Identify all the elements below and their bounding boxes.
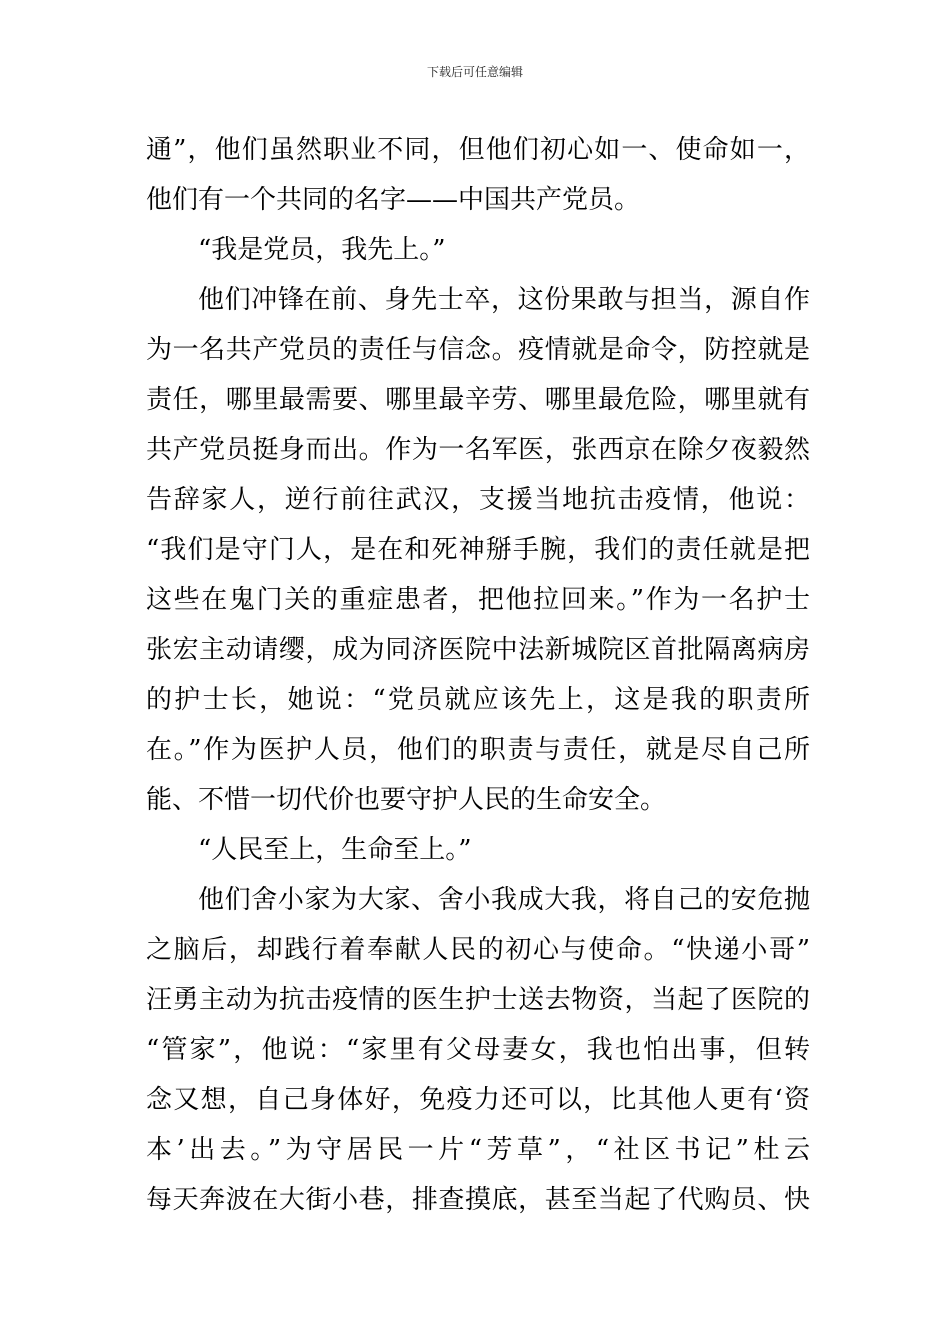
document-body <box>146 125 810 1225</box>
text-line: 念又想，自己身体好，免疫力还可以，比其他人更有‘资 <box>146 1085 810 1115</box>
text-line: 他们有一个共同的名字——中国共产党员。 <box>146 185 641 215</box>
text-line: 在。”作为医护人员，他们的职责与责任，就是尽自己所 <box>146 735 810 765</box>
text-line: 之脑后，却践行着奉献人民的初心与使命。“快递小哥” <box>146 935 810 965</box>
text-line: 张宏主动请缨，成为同济医院中法新城院区首批隔离病房 <box>146 635 810 665</box>
text-line: “管家”，他说：“家里有父母妻女，我也怕出事，但转 <box>146 1035 810 1065</box>
text-line: 汪勇主动为抗击疫情的医生护士送去物资，当起了医院的 <box>146 985 810 1015</box>
text-line: 本’出去。”为守居民一片“芳草”，“社区书记”杜云 <box>146 1135 810 1165</box>
text-line: 告辞家人，逆行前往武汉，支援当地抗击疫情，他说： <box>146 485 810 515</box>
text-line: 能、不惜一切代价也要守护人民的生命安全。 <box>146 785 667 815</box>
text-line: 的护士长，她说：“党员就应该先上，这是我的职责所 <box>146 685 810 715</box>
text-line: 共产党员挺身而出。作为一名军医，张西京在除夕夜毅然 <box>146 435 810 465</box>
page-header-note: 下载后可任意编辑 <box>426 65 523 79</box>
text-line: 他们舍小家为大家、舍小我成大我，将自己的安危抛 <box>198 885 810 915</box>
text-line: 他们冲锋在前、身先士卒，这份果敢与担当，源自作 <box>198 285 810 315</box>
text-line: 通”，他们虽然职业不同，但他们初心如一、使命如一， <box>146 135 810 165</box>
quote-line: “我是党员，我先上。” <box>198 235 446 265</box>
text-line: 责任，哪里最需要、哪里最辛劳、哪里最危险，哪里就有 <box>146 385 810 415</box>
text-line: 为一名共产党员的责任与信念。疫情就是命令，防控就是 <box>146 335 810 365</box>
quote-line: “人民至上，生命至上。” <box>198 835 472 865</box>
text-line: “我们是守门人，是在和死神掰手腕，我们的责任就是把 <box>146 535 810 565</box>
text-line: 每天奔波在大街小巷，排查摸底，甚至当起了代购员、快 <box>146 1185 810 1215</box>
text-line: 这些在鬼门关的重症患者，把他拉回来。”作为一名护士 <box>146 585 810 615</box>
